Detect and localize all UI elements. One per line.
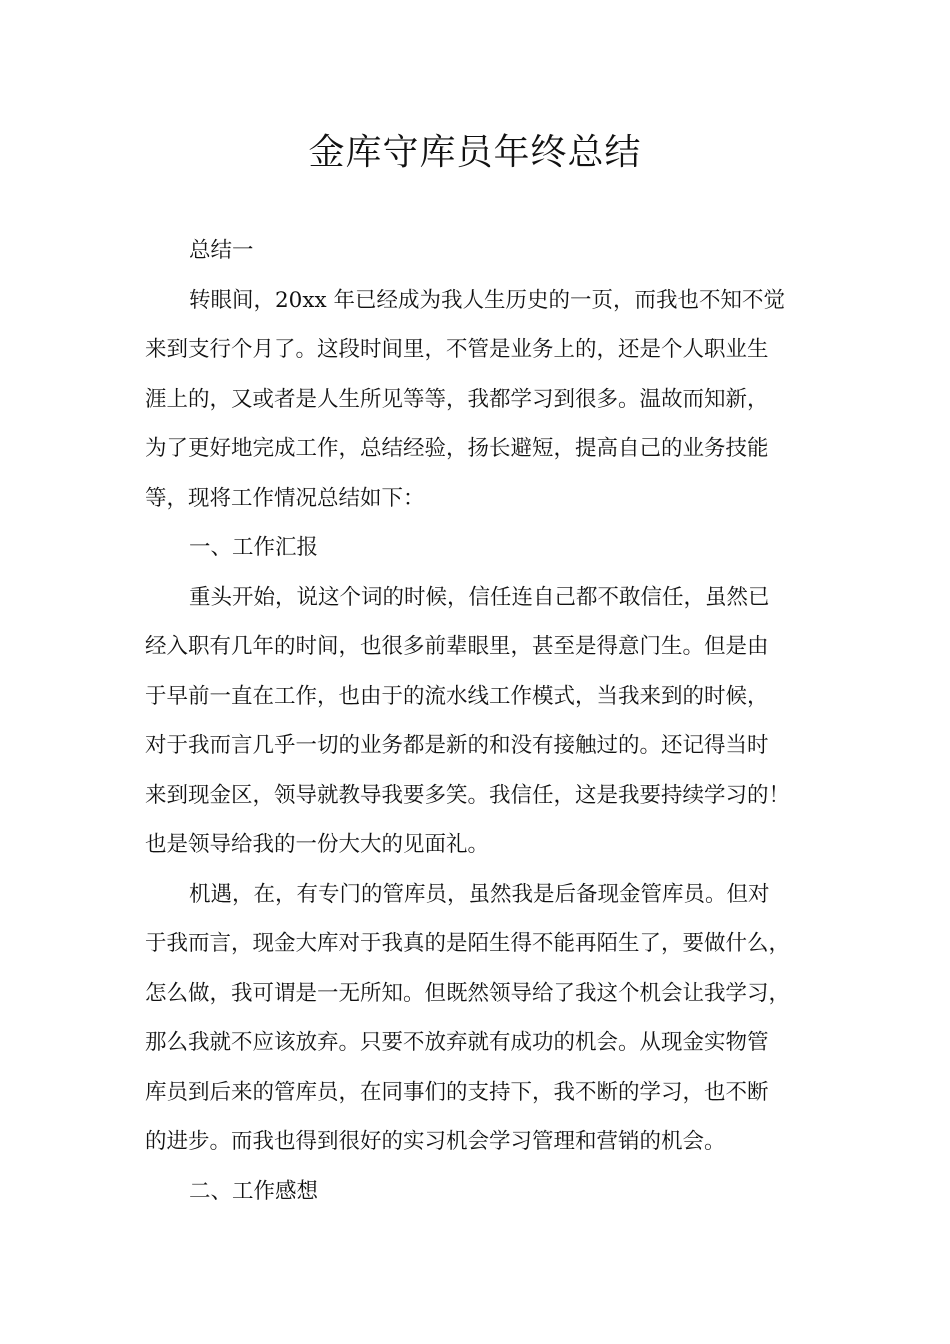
section-label: 总结一 — [189, 238, 254, 263]
paragraph-line: 于我而言，现金大库对于我真的是陌生得不能再陌生了，要做什么， — [145, 931, 791, 956]
paragraph-line: 对于我而言几乎一切的业务都是新的和没有接触过的。还记得当时 — [145, 733, 769, 758]
paragraph-line: 也是领导给我的一份大大的见面礼。 — [145, 832, 490, 857]
paragraph-line: 那么我就不应该放弃。只要不放弃就有成功的机会。从现金实物管 — [145, 1030, 769, 1055]
paragraph-line: 库员到后来的管库员，在同事们的支持下，我不断的学习，也不断 — [145, 1079, 769, 1105]
section-heading: 二、工作感想 — [189, 1178, 319, 1204]
paragraph-line: 来到支行个月了。这段时间里，不管是业务上的，还是个人职业生 — [145, 337, 769, 362]
paragraph-line: 涯上的，又或者是人生所见等等，我都学习到很多。温故而知新， — [145, 386, 769, 412]
paragraph-line: 于早前一直在工作，也由于的流水线工作模式，当我来到的时候， — [145, 683, 769, 709]
paragraph-line: 来到现金区，领导就教导我要多笑。我信任，这是我要持续学习的！ — [145, 782, 791, 808]
paragraph-line: 怎么做，我可谓是一无所知。但既然领导给了我这个机会让我学习， — [145, 980, 791, 1006]
paragraph-line: 经入职有几年的时间，也很多前辈眼里，甚至是得意门生。但是由 — [145, 634, 769, 659]
paragraph-line: 机遇，在，有专门的管库员，虽然我是后备现金管库员。但对 — [189, 881, 770, 907]
paragraph-line: 重头开始，说这个词的时候，信任连自己都不敢信任，虽然已 — [189, 584, 770, 610]
document-title: 金库守库员年终总结 — [308, 132, 642, 173]
paragraph-line: 等，现将工作情况总结如下： — [145, 485, 425, 511]
section-heading: 一、工作汇报 — [189, 535, 319, 560]
paragraph-line: 转眼间，20xx 年已经成为我人生历史的一页，而我也不知不觉 — [189, 287, 785, 313]
paragraph-line: 为了更好地完成工作，总结经验，扬长避短，提高自己的业务技能 — [145, 436, 769, 461]
paragraph-line: 的进步。而我也得到很好的实习机会学习管理和营销的机会。 — [145, 1129, 726, 1154]
document-body — [145, 226, 811, 1216]
